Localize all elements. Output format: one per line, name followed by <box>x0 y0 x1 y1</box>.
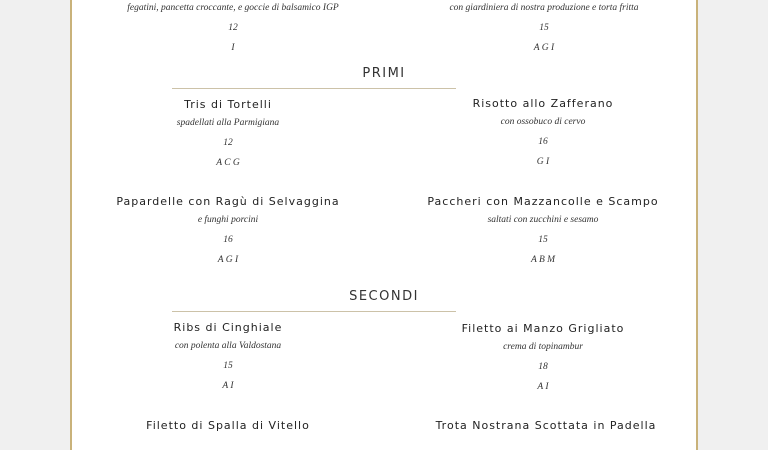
dish-allergens: A C G <box>216 158 240 168</box>
dish-secondi-1 <box>78 320 378 396</box>
dish-allergens: A I <box>537 382 549 392</box>
dish-name: Filetto ai Manzo Grigliato <box>461 322 625 335</box>
dish-price: 15 <box>539 23 549 33</box>
dish-primi-3 <box>78 194 378 270</box>
dish-name: Trota Nostrana Scottata in Padella <box>435 419 657 432</box>
dish-allergens: I <box>231 43 235 53</box>
dish-description: crema di topinambur <box>503 342 583 352</box>
dish-description: e funghi porcini <box>197 215 259 225</box>
dish-top-left <box>83 0 383 58</box>
dish-allergens: G I <box>536 157 550 167</box>
dish-allergens: A I <box>222 381 234 391</box>
dish-price: 12 <box>228 23 238 33</box>
section-title-primi: PRIMI <box>362 66 406 81</box>
dish-price: 16 <box>223 235 233 245</box>
section-divider <box>172 311 456 312</box>
dish-name: Papardelle con Ragù di Selvaggina <box>116 195 340 208</box>
dish-description: fegatini, pancetta croccante, e goccie di balsamico IGP <box>127 3 339 13</box>
dish-allergens: A G I <box>533 43 555 53</box>
dish-price: 15 <box>223 361 233 371</box>
dish-price: 18 <box>538 362 548 372</box>
dish-description: con giardiniera di nostra produzione e torta fritta <box>449 3 639 13</box>
dish-name: Ribs di Cinghiale <box>173 321 283 334</box>
dish-name: Tris di Tortelli <box>184 98 272 111</box>
dish-primi-1 <box>78 97 378 173</box>
dish-description: con ossobuco di cervo <box>500 117 586 127</box>
dish-description: spadellati alla Parmigiana <box>176 118 280 128</box>
dish-price: 15 <box>538 235 548 245</box>
dish-name: Paccheri con Mazzancolle e Scampo <box>427 195 659 208</box>
dish-primi-2 <box>393 96 693 172</box>
dish-name: Risotto allo Zafferano <box>472 97 614 110</box>
dish-description: saltati con zucchini e sesamo <box>487 215 599 225</box>
section-divider <box>172 88 456 89</box>
dish-name: Filetto di Spalla di Vitello <box>146 419 310 432</box>
dish-allergens: A G I <box>217 255 239 265</box>
dish-price: 16 <box>538 137 548 147</box>
dish-primi-4 <box>393 194 693 270</box>
section-title-secondi: SECONDI <box>349 289 419 304</box>
dish-allergens: A B M <box>530 255 556 265</box>
dish-secondi-2 <box>393 321 693 397</box>
dish-description: con polenta alla Valdostana <box>174 341 282 351</box>
dish-top-right <box>394 0 694 58</box>
dish-price: 12 <box>223 138 233 148</box>
